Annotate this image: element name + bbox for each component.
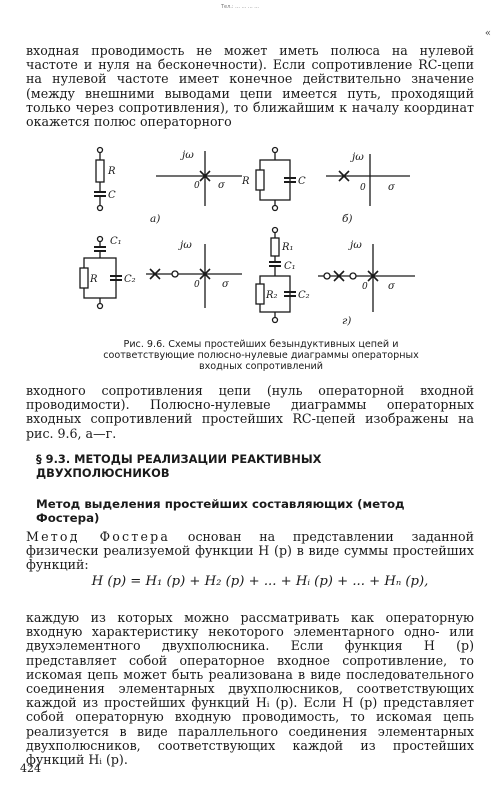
formula: H (p) = H₁ (p) + H₂ (p) + ... + Hᵢ (p) + ... + Hₙ (p),: [91, 574, 429, 589]
subsection-title: Метод выделения простейших составляющих (метод Фостера): [36, 497, 405, 525]
label-sigma-a: σ: [218, 180, 225, 191]
paragraph-3: [26, 530, 474, 573]
label-sigma-g: σ: [388, 281, 395, 292]
label-jw-b: jω: [352, 151, 364, 163]
label-a: а): [150, 213, 161, 225]
label-sigma-b: σ: [388, 182, 395, 193]
label-jw-v: jω: [180, 239, 192, 251]
pz-diagram-a: [156, 151, 242, 206]
label-r-b: R: [242, 176, 250, 187]
label-g: г): [342, 315, 352, 327]
page-number: 424: [20, 762, 41, 775]
figure-9-6: [70, 146, 430, 336]
label-r1-g: R₁: [282, 242, 294, 253]
paragraph-1: входная проводимость не может иметь полюса на нулевой частоте и нуля на бесконечности). Если сопротивление RC-цепи на нулевой частоте имеет конечное действительно значение (между внешними выводами цепи имеется путь, проходящий только через сопротивления), то ближайшим к началу координат окажется полюс операторного: [26, 43, 474, 130]
paragraph-2: входного сопротивления цепи (нуль операторной входной проводимости). Полюсно-нулевые диаграммы операторных входных сопротивлений простейших RC-цепей изображены на рис. 9.6, а—г.: [26, 383, 474, 441]
section-title: § 9.3. МЕТОДЫ РЕАЛИЗАЦИИ РЕАКТИВНЫХ ДВУХПОЛЮСНИКОВ: [36, 452, 322, 480]
pz-diagram-g: [318, 244, 415, 312]
label-c2-g: C₂: [298, 290, 310, 301]
label-sigma-v: σ: [222, 279, 229, 290]
label-b: б): [342, 213, 353, 225]
label-origin-g: 0: [362, 282, 368, 292]
label-origin-v: 0: [194, 280, 200, 290]
header-stamp: Тел.: ... ... ... ...: [220, 4, 260, 10]
label-c1-g: C₁: [284, 261, 296, 272]
label-jw-a: jω: [182, 149, 194, 161]
circuit-b: [256, 148, 296, 211]
circuit-v: [80, 237, 122, 309]
paragraph-3-rest: основан на представлении заданной физически реализуемой функции H (p) в виде суммы простейших функций:: [26, 529, 474, 573]
label-r-v: R: [90, 274, 98, 285]
label-origin-b: 0: [360, 183, 366, 193]
label-c-b: C: [298, 176, 306, 187]
label-c-a: C: [108, 190, 116, 201]
paragraph-4: каждую из которых можно рассматривать как операторную входную характеристику некоторого элементарного одно- или двухэлементного двухполюсника. Если функция H (p) представляет собой операторное входное сопротивление, то искомая цепь может быть реализована в виде последовательного соединения элементарных двухполюсников, соответствующих каждой из простейших функций Hᵢ (p). Если H (p) представляет собой операторную входную проводимость, то искомая цепь реализуется в виде параллельного соединения элементарных двухполюсников, соответствующих каждой из простейших функций Hᵢ (p).: [26, 610, 474, 768]
label-c1-v: C₁: [110, 236, 122, 247]
corner-mark: «: [484, 28, 491, 39]
label-jw-g: jω: [350, 239, 362, 251]
label-r-a: R: [108, 166, 116, 177]
foster-method-spaced: Метод Фостера: [26, 529, 171, 544]
circuit-a: [94, 148, 106, 211]
label-origin-a: 0: [194, 181, 200, 191]
label-c2-v: C₂: [124, 274, 136, 285]
pz-diagram-v: [146, 244, 242, 308]
figure-caption: Рис. 9.6. Схемы простейших безындуктивных цепей и соответствующие полюсно-нулевые диаграммы операторных входных сопротивлений: [103, 339, 419, 373]
label-r2-g: R₂: [266, 290, 278, 301]
pz-diagram-b: [326, 154, 410, 206]
